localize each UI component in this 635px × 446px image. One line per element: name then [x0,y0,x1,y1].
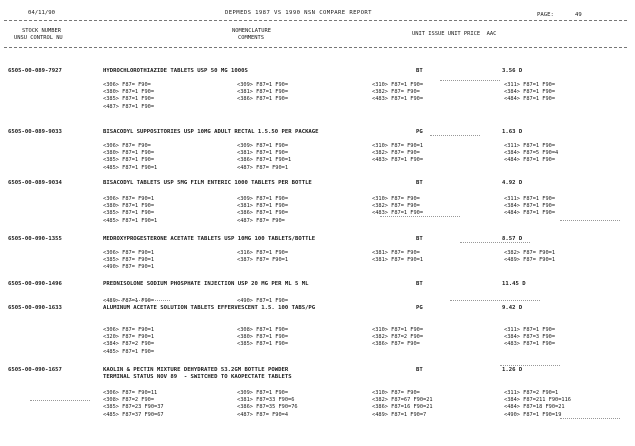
unit-code: <483> F87=1 F90= [372,210,424,217]
nomenclature: BISACODYL SUPPOSITORIES USP 10MG ADULT RECTAL 1.5.50 PER PACKAGE [103,129,319,135]
unit-code: <386> F87=1 F90= [237,210,289,217]
unit-code: <385> F87=1 F90= [103,157,155,164]
unit-code: <308> F87=2 F90= [103,397,155,404]
unit-code: <382> F87= F90= [372,150,420,157]
stock-number: 6505-00-089-9034 [8,180,62,186]
stock-number: 6505-00-089-9033 [8,129,62,135]
unit-code: <483> F87=1 F90= [504,341,556,348]
nomenclature: PREDNISOLONE SODIUM PHOSPHATE INJECTION USP 20 MG PER ML 5 ML [103,281,309,287]
unit-code: <380> F87=1 F90= [103,89,155,96]
unit-issue: BT [416,281,423,287]
scan-artifact [30,400,90,401]
unit-code: <306> F87= F90=1 [103,327,155,333]
unit-code: <311> F87=1 F90= [504,196,556,202]
unit-price: 11.45 D [502,281,526,287]
unit-code: <487> F87= F90= [237,217,285,224]
scan-artifact [380,216,460,217]
unit-code: <483> F87=1 F90= [372,157,424,164]
unit-code: <382> F87= F90= [372,89,420,96]
unit-code: <385> F87=1 F90= [103,210,155,217]
header-rule [4,20,627,21]
unit-issue: PG [416,129,423,135]
unit-code: <382> F87=2 F90= [372,334,424,341]
unit-code: <381> F87=1 F90= [237,89,289,96]
unit-code: <311> F87=1 F90= [504,82,556,88]
report-date: 04/11/90 [28,10,55,16]
unit-code: <485> F87=1 F90=1 [103,164,158,171]
scan-artifact [450,300,540,301]
unit-code: <484> F87=1 F90= [504,157,556,164]
unit-code: <382> F87= F90=1 [504,250,556,256]
unit-code: <487> F87= F90=1 [237,164,289,171]
unit-code: <382> F87=67 F90=21 [372,397,433,404]
nomenclature-comment: TERMINAL STATUS NOV 89 - SWITCHED TO KAOPECTATE TABLETS [103,374,292,380]
unit-code: <385> F87=1 F90= [237,341,289,348]
nomenclature: ALUMINUM ACETATE SOLUTION TABLETS EFFERVESCENT 1.5. 100 TABS/PG [103,305,316,311]
unit-code: <384> F87=2 F90= [103,341,155,348]
unit-price: 1.26 D [502,367,523,373]
columns-rule [4,47,627,48]
unit-price: 1.63 D [502,129,523,135]
unit-code: <485> F87=1 F90= [103,348,155,355]
col-stock-number: STOCK NUMBER [22,28,61,34]
unit-code: <489> F87= F90=1 [504,257,556,264]
unit-price: 3.56 D [502,68,523,74]
unit-price: 8.57 D [502,236,523,242]
stock-number: 6505-00-090-1355 [8,236,62,242]
nomenclature: MEDROXYPROGESTERONE ACETATE TABLETS USP 10MG 100 TABLETS/BOTTLE [103,236,316,242]
unit-code: <320> F87= F90=1 [103,334,155,341]
unit-code: <385> F87=1 F90= [103,96,155,103]
unit-code: <485> F87=1 F90=1 [103,217,158,224]
scan-artifact [560,220,620,221]
unit-code: <380> F87=1 F90= [103,150,155,157]
nomenclature: HYDROCHLOROTHIAZIDE TABLETS USP 50 MG 1000S [103,68,248,74]
unit-code: <310> F87=1 F90= [372,327,424,333]
nomenclature: KAOLIN & PECTIN MIXTURE DEHYDRATED 53.2GM BOTTLE POWDER [103,367,289,373]
scan-artifact [560,418,620,419]
unit-code: <485> F87=37 F90=67 [103,411,164,418]
page-label: PAGE: [537,12,554,18]
unit-code: <384> F87=3 F90= [504,334,556,341]
unit-code: <381> F87=33 F90=6 [237,397,295,404]
unit-code: <309> F87=1 F90= [237,196,289,202]
unit-code: <386> F87=35 F90=76 [237,404,298,411]
unit-code: <310> F87= F90= [372,390,420,396]
page-number: 49 [575,12,582,18]
nomenclature: BISACODYL TABLETS USP 5MG FILM ENTERIC 1000 TABLETS PER BOTTLE [103,180,312,186]
scan-artifact [460,242,530,243]
unit-code: <386> F87=16 F90=21 [372,404,433,411]
unit-code: <311> F87=1 F90= [504,327,556,333]
unit-code: <384> F87=1 F90= [504,203,556,210]
unit-code: <386> F87=1 F90= [237,96,289,103]
col-unit-issue-price-aac: UNIT ISSUE UNIT PRICE AAC [412,31,497,37]
unit-code: <310> F87= F90= [372,196,420,202]
unit-issue: BT [416,367,423,373]
unit-code: <381> F87=1 F90= [237,150,289,157]
unit-code: <484> F87=1 F90= [504,210,556,217]
unit-code: <381> F87= F90=1 [372,257,424,264]
unit-code: <311> F87=2 F90=1 [504,390,559,396]
unit-code: <316> F87=1 F90= [237,250,289,256]
unit-code: <385> F87= F90=1 [103,257,155,264]
unit-code: <306> F87= F90= [103,82,151,88]
unit-issue: PG [416,305,423,311]
unit-code: <484> F87=18 F90=21 [504,404,565,411]
unit-code: <310> F87= F90=1 [372,143,424,149]
col-comments: COMMENTS [238,35,264,41]
unit-code: <384> F87=1 F90= [504,89,556,96]
unit-code: <380> F87=1 F90= [237,334,289,341]
unit-code: <385> F87=23 F90=37 [103,404,164,411]
unit-code: <380> F87=1 F90= [103,203,155,210]
unit-code: <306> F87= F90=11 [103,390,158,396]
unit-code: <309> F87=1 F90= [237,390,289,396]
unit-code: <483> F87=1 F90= [372,96,424,103]
scan-artifact [500,365,560,366]
unit-code: <382> F87= F90= [372,203,420,210]
unit-code: <487> F87=1 F90= [103,103,155,110]
scan-artifact [430,135,480,136]
unit-code: <490> F87= F90=1 [103,264,155,271]
unit-code: <308> F87=1 F90= [237,327,289,333]
unit-code: <484> F87=1 F90= [504,96,556,103]
report-title: DEPMEDS 1987 VS 1990 NSN COMPARE REPORT [225,10,372,16]
stock-number: 6505-00-090-1633 [8,305,62,311]
unit-code: <309> F87=1 F90= [237,143,289,149]
unit-code: <306> F87= F90=1 [103,250,155,256]
unit-code: <381> F87= F90= [372,250,420,256]
unit-price: 9.42 D [502,305,523,311]
stock-number: 6505-00-089-7927 [8,68,62,74]
unit-issue: BT [416,180,423,186]
col-nomenclature: NOMENCLATURE [232,28,271,34]
unit-code: <381> F87=1 F90= [237,203,289,210]
unit-code: <306> F87= F90= [103,143,151,149]
unit-code: <490> F87=1 F90= [237,298,289,304]
unit-code: <489> F87=1 F90=7 [372,411,427,418]
unit-code: <384> F87=211 F90=116 [504,397,571,404]
unit-code: <306> F87= F90=1 [103,196,155,202]
unit-code: <387> F87= F90=1 [237,257,289,264]
unit-code: <384> F87=5 F90=4 [504,150,559,157]
unit-code: <311> F87=1 F90= [504,143,556,149]
unit-code: <487> F87= F90=4 [237,411,289,418]
unit-code: <309> F87=1 F90= [237,82,289,88]
unit-code: <490> F87=1 F90=19 [504,411,562,418]
unit-code: <489> F87=1 F90= [103,298,155,304]
unit-issue: BT [416,236,423,242]
unit-code: <386> F87= F90= [372,341,420,348]
unit-code: <310> F87=1 F90= [372,82,424,88]
stock-number: 6505-00-090-1496 [8,281,62,287]
unit-price: 4.92 D [502,180,523,186]
scan-artifact [110,300,170,301]
col-control-number: UNSU CONTROL NU [14,35,63,41]
unit-code: <386> F87=1 F90=1 [237,157,292,164]
unit-issue: BT [416,68,423,74]
stock-number: 6505-00-090-1657 [8,367,62,373]
scan-artifact [440,80,500,81]
